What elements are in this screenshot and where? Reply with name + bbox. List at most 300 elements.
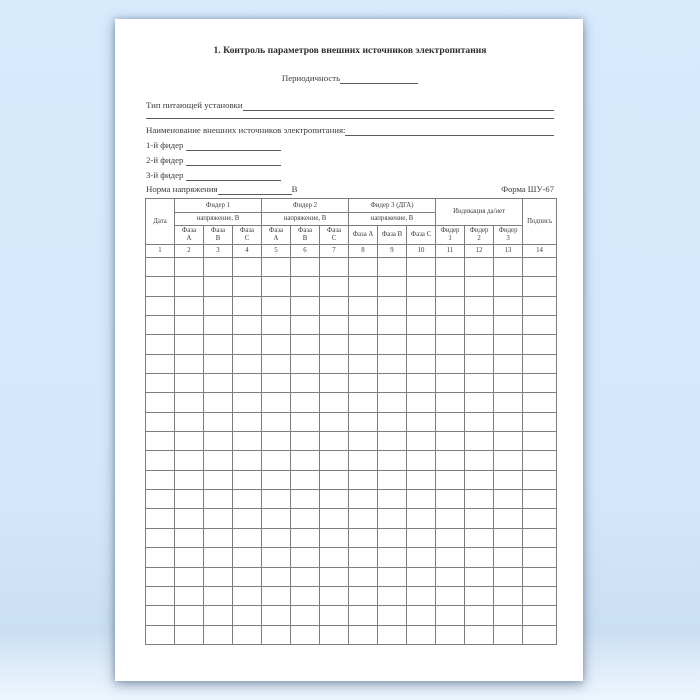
empty-cell (291, 548, 320, 567)
empty-cell (378, 412, 407, 431)
empty-cell (436, 296, 465, 315)
empty-cell (378, 277, 407, 296)
table-row (146, 625, 557, 644)
header-f3-phase-b: Фаза В (378, 226, 407, 245)
empty-cell (494, 586, 523, 605)
empty-cell (378, 586, 407, 605)
empty-cell (204, 258, 233, 277)
empty-cell (523, 490, 557, 509)
empty-cell (204, 606, 233, 625)
empty-cell (175, 490, 204, 509)
empty-cell (523, 470, 557, 489)
empty-cell (204, 316, 233, 335)
empty-cell (175, 625, 204, 644)
periodicity-row (146, 72, 554, 85)
empty-cell (320, 625, 349, 644)
sources-blank-line (345, 135, 554, 136)
header-f3-phase-c: Фаза С (407, 226, 436, 245)
feeder-2-blank-line (186, 165, 281, 166)
empty-cell (436, 277, 465, 296)
empty-cell (465, 316, 494, 335)
empty-cell (146, 258, 175, 277)
empty-cell (320, 451, 349, 470)
empty-cell (378, 490, 407, 509)
empty-cell (465, 393, 494, 412)
empty-cell (378, 316, 407, 335)
empty-cell (233, 509, 262, 528)
empty-cell (349, 296, 378, 315)
empty-cell (146, 548, 175, 567)
empty-cell (407, 528, 436, 547)
table-header (146, 199, 557, 258)
table-row (146, 509, 557, 528)
empty-cell (523, 432, 557, 451)
empty-cell (204, 567, 233, 586)
header-voltage-f1: напряжение, В (175, 213, 262, 226)
empty-cell (262, 296, 291, 315)
empty-cell (494, 277, 523, 296)
empty-cell (233, 258, 262, 277)
empty-cell (465, 528, 494, 547)
empty-cell (407, 509, 436, 528)
empty-cell (349, 277, 378, 296)
empty-cell (378, 509, 407, 528)
empty-cell (262, 432, 291, 451)
empty-cell (204, 393, 233, 412)
table-row (146, 316, 557, 335)
voltage-norm-blank-line (218, 194, 292, 195)
empty-cell (175, 277, 204, 296)
empty-cell (291, 258, 320, 277)
empty-cell (233, 451, 262, 470)
sources-row (146, 124, 554, 137)
table-body (146, 258, 557, 645)
column-number: 11 (436, 245, 465, 258)
table-row (146, 335, 557, 354)
empty-cell (436, 470, 465, 489)
empty-cell (349, 316, 378, 335)
column-number: 13 (494, 245, 523, 258)
table-row (146, 412, 557, 431)
empty-cell (146, 277, 175, 296)
empty-cell (523, 393, 557, 412)
supply-type-label: Тип питающей установки (146, 100, 243, 110)
table-row (146, 277, 557, 296)
empty-cell (233, 432, 262, 451)
empty-cell (175, 335, 204, 354)
empty-cell (320, 606, 349, 625)
empty-cell (436, 586, 465, 605)
empty-cell (204, 451, 233, 470)
empty-cell (204, 509, 233, 528)
empty-cell (465, 606, 494, 625)
empty-cell (523, 548, 557, 567)
empty-cell (175, 509, 204, 528)
empty-cell (320, 393, 349, 412)
table-row (146, 606, 557, 625)
table-row (146, 528, 557, 547)
empty-cell (494, 258, 523, 277)
empty-cell (146, 625, 175, 644)
header-indication: Индикация да/нет (436, 199, 523, 226)
periodicity-blank-line (340, 83, 418, 84)
empty-cell (291, 567, 320, 586)
empty-cell (494, 509, 523, 528)
empty-cell (349, 490, 378, 509)
empty-cell (465, 335, 494, 354)
empty-cell (436, 316, 465, 335)
empty-cell (465, 567, 494, 586)
empty-cell (291, 296, 320, 315)
empty-cell (465, 470, 494, 489)
empty-cell (146, 451, 175, 470)
empty-cell (436, 432, 465, 451)
empty-cell (523, 412, 557, 431)
empty-cell (204, 277, 233, 296)
empty-cell (523, 606, 557, 625)
column-number: 12 (465, 245, 494, 258)
header-date: Дата (146, 199, 175, 245)
header-voltage-f3: напряжение, В (349, 213, 436, 226)
empty-cell (233, 606, 262, 625)
empty-cell (436, 393, 465, 412)
table-row (146, 374, 557, 393)
empty-cell (204, 548, 233, 567)
empty-cell (291, 451, 320, 470)
empty-cell (494, 374, 523, 393)
empty-cell (407, 258, 436, 277)
column-number: 5 (262, 245, 291, 258)
empty-cell (175, 354, 204, 373)
empty-cell (262, 606, 291, 625)
empty-cell (407, 470, 436, 489)
empty-cell (349, 393, 378, 412)
empty-cell (378, 567, 407, 586)
empty-cell (204, 625, 233, 644)
header-f1-phase-c: Фаза С (233, 226, 262, 245)
empty-cell (494, 432, 523, 451)
empty-cell (146, 335, 175, 354)
empty-cell (494, 490, 523, 509)
empty-cell (494, 528, 523, 547)
empty-cell (378, 393, 407, 412)
empty-cell (407, 606, 436, 625)
form-table (145, 198, 557, 645)
empty-cell (262, 548, 291, 567)
empty-cell (320, 258, 349, 277)
empty-cell (436, 567, 465, 586)
empty-cell (320, 412, 349, 431)
empty-cell (465, 277, 494, 296)
empty-cell (262, 412, 291, 431)
empty-cell (349, 528, 378, 547)
empty-cell (204, 296, 233, 315)
column-number: 9 (378, 245, 407, 258)
empty-cell (494, 625, 523, 644)
header-feeder-1: Фидер 1 (175, 199, 262, 213)
feeder-3-blank-line (186, 180, 281, 181)
empty-cell (465, 451, 494, 470)
feeder-2-label: 2-й фидер (146, 155, 184, 165)
form-code: Форма ШУ-67 (501, 184, 554, 194)
empty-cell (320, 296, 349, 315)
empty-cell (349, 509, 378, 528)
empty-cell (523, 625, 557, 644)
empty-cell (378, 258, 407, 277)
empty-cell (349, 335, 378, 354)
empty-cell (291, 412, 320, 431)
table-row (146, 432, 557, 451)
empty-cell (262, 277, 291, 296)
empty-cell (175, 451, 204, 470)
voltage-unit: В (291, 184, 298, 194)
empty-cell (175, 432, 204, 451)
empty-cell (407, 432, 436, 451)
empty-cell (523, 277, 557, 296)
empty-cell (146, 509, 175, 528)
empty-cell (146, 296, 175, 315)
empty-cell (407, 277, 436, 296)
empty-cell (204, 432, 233, 451)
empty-cell (291, 528, 320, 547)
empty-cell (494, 354, 523, 373)
feeder-3-label: 3-й фидер (146, 170, 184, 180)
empty-cell (262, 470, 291, 489)
empty-cell (436, 354, 465, 373)
header-indication-feeder-2: Фидер 2 (465, 226, 494, 245)
empty-cell (320, 509, 349, 528)
empty-cell (349, 606, 378, 625)
empty-cell (349, 451, 378, 470)
empty-cell (494, 567, 523, 586)
empty-cell (465, 354, 494, 373)
empty-cell (494, 470, 523, 489)
empty-cell (349, 354, 378, 373)
empty-cell (436, 451, 465, 470)
empty-cell (494, 412, 523, 431)
supply-type-blank-line-2 (146, 107, 554, 120)
empty-cell (320, 316, 349, 335)
empty-cell (320, 470, 349, 489)
column-number: 8 (349, 245, 378, 258)
empty-cell (378, 374, 407, 393)
empty-cell (291, 432, 320, 451)
empty-cell (407, 490, 436, 509)
empty-cell (204, 335, 233, 354)
empty-cell (523, 451, 557, 470)
empty-cell (146, 606, 175, 625)
empty-cell (320, 548, 349, 567)
empty-cell (436, 374, 465, 393)
empty-cell (233, 393, 262, 412)
empty-cell (175, 412, 204, 431)
empty-cell (494, 548, 523, 567)
periodicity-label: Периодичность (281, 73, 341, 83)
empty-cell (146, 528, 175, 547)
empty-cell (494, 335, 523, 354)
empty-cell (378, 432, 407, 451)
empty-cell (465, 625, 494, 644)
empty-cell (436, 606, 465, 625)
header-f1-phase-b: Фаза В (204, 226, 233, 245)
column-number: 14 (523, 245, 557, 258)
empty-cell (465, 586, 494, 605)
column-number: 3 (204, 245, 233, 258)
empty-cell (436, 490, 465, 509)
empty-cell (494, 393, 523, 412)
empty-cell (262, 490, 291, 509)
empty-cell (175, 567, 204, 586)
empty-cell (233, 296, 262, 315)
empty-cell (349, 625, 378, 644)
empty-cell (378, 335, 407, 354)
empty-cell (349, 412, 378, 431)
table-row (146, 451, 557, 470)
column-number: 4 (233, 245, 262, 258)
empty-cell (436, 335, 465, 354)
empty-cell (262, 258, 291, 277)
feeder-1-blank-line (186, 150, 281, 151)
empty-cell (320, 354, 349, 373)
feeder-1-label: 1-й фидер (146, 140, 184, 150)
empty-cell (146, 567, 175, 586)
table-row (146, 586, 557, 605)
empty-cell (204, 354, 233, 373)
empty-cell (204, 490, 233, 509)
empty-cell (523, 354, 557, 373)
empty-cell (465, 509, 494, 528)
empty-cell (320, 432, 349, 451)
empty-cell (291, 490, 320, 509)
empty-cell (233, 316, 262, 335)
empty-cell (262, 393, 291, 412)
empty-cell (494, 606, 523, 625)
empty-cell (523, 335, 557, 354)
empty-cell (291, 354, 320, 373)
empty-cell (436, 509, 465, 528)
table-row (146, 296, 557, 315)
table-row (146, 548, 557, 567)
empty-cell (407, 393, 436, 412)
feeder-1-row (146, 139, 554, 152)
empty-cell (320, 277, 349, 296)
column-number: 10 (407, 245, 436, 258)
empty-cell (465, 548, 494, 567)
column-number: 1 (146, 245, 175, 258)
empty-cell (436, 528, 465, 547)
empty-cell (291, 393, 320, 412)
empty-cell (494, 316, 523, 335)
header-indication-feeder-3: Фидер 3 (494, 226, 523, 245)
empty-cell (349, 567, 378, 586)
empty-cell (465, 412, 494, 431)
empty-cell (233, 586, 262, 605)
empty-cell (175, 528, 204, 547)
table-row (146, 258, 557, 277)
empty-cell (407, 567, 436, 586)
empty-cell (291, 509, 320, 528)
table-row (146, 393, 557, 412)
table-row (146, 354, 557, 373)
empty-cell (146, 432, 175, 451)
empty-cell (233, 528, 262, 547)
empty-cell (204, 412, 233, 431)
empty-cell (262, 586, 291, 605)
empty-cell (378, 548, 407, 567)
feeder-2-row (146, 154, 554, 167)
empty-cell (204, 586, 233, 605)
header-f3-phase-a: Фаза А (349, 226, 378, 245)
empty-cell (407, 335, 436, 354)
empty-cell (175, 470, 204, 489)
empty-cell (291, 586, 320, 605)
empty-cell (494, 451, 523, 470)
empty-cell (349, 548, 378, 567)
empty-cell (349, 432, 378, 451)
empty-cell (146, 470, 175, 489)
empty-cell (407, 374, 436, 393)
table-row (146, 470, 557, 489)
empty-cell (407, 354, 436, 373)
empty-cell (146, 412, 175, 431)
empty-cell (175, 393, 204, 412)
empty-cell (204, 470, 233, 489)
empty-cell (146, 393, 175, 412)
empty-cell (407, 625, 436, 644)
empty-cell (175, 374, 204, 393)
feeder-3-row (146, 169, 554, 182)
empty-cell (523, 374, 557, 393)
empty-cell (436, 625, 465, 644)
empty-cell (262, 451, 291, 470)
column-number: 7 (320, 245, 349, 258)
empty-cell (407, 451, 436, 470)
empty-cell (204, 374, 233, 393)
empty-cell (465, 490, 494, 509)
header-f2-phase-c: Фаза С (320, 226, 349, 245)
empty-cell (378, 451, 407, 470)
empty-cell (262, 316, 291, 335)
empty-cell (146, 316, 175, 335)
header-indication-feeder-1: Фидер 1 (436, 226, 465, 245)
empty-cell (320, 374, 349, 393)
empty-cell (146, 374, 175, 393)
empty-cell (407, 412, 436, 431)
header-voltage-f2: напряжение, В (262, 213, 349, 226)
empty-cell (465, 374, 494, 393)
empty-cell (146, 490, 175, 509)
empty-cell (291, 470, 320, 489)
empty-cell (523, 528, 557, 547)
header-feeder-3: Фидер 3 (ДГА) (349, 199, 436, 213)
empty-cell (523, 509, 557, 528)
empty-cell (233, 490, 262, 509)
empty-cell (233, 548, 262, 567)
empty-cell (465, 258, 494, 277)
empty-cell (378, 528, 407, 547)
empty-cell (320, 586, 349, 605)
empty-cell (175, 316, 204, 335)
column-numbers-row (146, 245, 557, 258)
empty-cell (436, 548, 465, 567)
empty-cell (291, 316, 320, 335)
empty-cell (291, 625, 320, 644)
empty-cell (436, 412, 465, 431)
empty-cell (233, 625, 262, 644)
empty-cell (233, 470, 262, 489)
empty-cell (175, 586, 204, 605)
empty-cell (262, 374, 291, 393)
